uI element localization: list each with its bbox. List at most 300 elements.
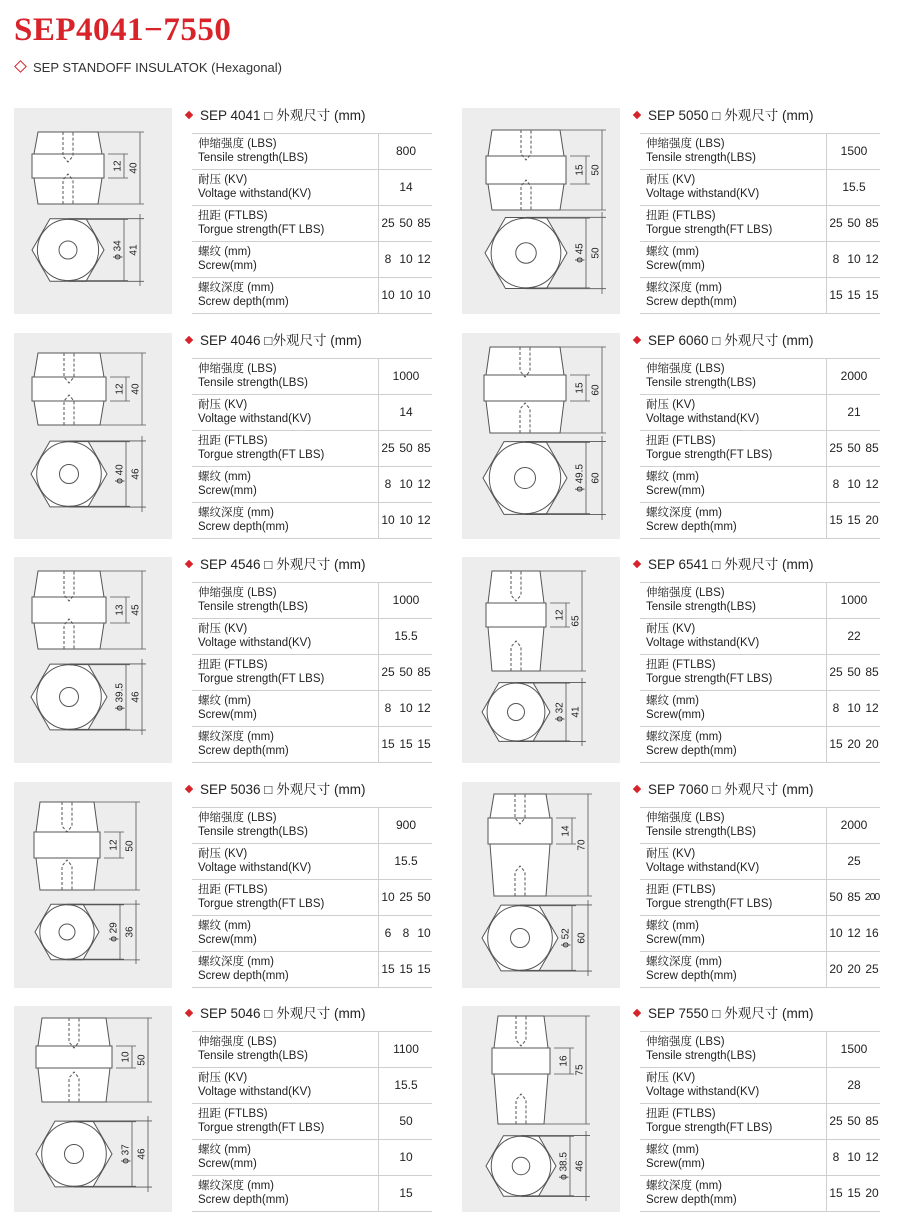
side-view — [32, 353, 106, 425]
spec-label-en: Screw depth(mm) — [646, 745, 737, 757]
spec-value: 14 — [399, 180, 413, 194]
spec-row — [640, 431, 880, 467]
height-dimension: 50 — [124, 840, 136, 852]
spec-label — [198, 730, 289, 758]
spec-value: 20 — [829, 962, 843, 976]
spec-value: 25 — [381, 216, 395, 230]
spec-label-cn: 伸缩强度 (LBS) — [198, 1036, 277, 1048]
spec-label — [646, 586, 756, 614]
spec-label-cn: 螺纹深度 (mm) — [198, 731, 275, 743]
band-dimension: 12 — [112, 160, 124, 172]
side-view — [484, 347, 566, 433]
spec-value: 15.5 — [394, 1078, 418, 1092]
spec-table — [192, 582, 432, 763]
spec-label — [198, 398, 311, 426]
side-view — [34, 802, 100, 890]
spec-row — [640, 655, 880, 691]
spec-label-en: Torgue strength(FT LBS) — [198, 1122, 325, 1134]
spec-label — [646, 847, 759, 875]
height-dimension: 50 — [136, 1054, 148, 1066]
spec-value: 20 — [865, 737, 879, 751]
spec-label-cn: 螺纹 (mm) — [646, 1144, 700, 1156]
spec-value: 1500 — [840, 1042, 868, 1056]
band-dimension: 12 — [554, 609, 566, 621]
spec-label-cn: 耐压 (KV) — [198, 399, 248, 411]
spec-label-cn: 螺纹深度 (mm) — [646, 956, 723, 968]
spec-values — [826, 952, 881, 987]
product-heading-text: SEP 5036 □ 外观尺寸 (mm) — [200, 782, 366, 797]
spec-values — [826, 727, 881, 762]
side-view — [32, 132, 104, 204]
spec-value: 25 — [381, 441, 395, 455]
spec-value: 10 — [399, 477, 413, 491]
spec-values — [826, 395, 881, 430]
spec-label-en: Screw(mm) — [646, 934, 705, 946]
spec-label-cn: 耐压 (KV) — [198, 623, 248, 635]
spec-value: 10 — [847, 1150, 861, 1164]
spec-label — [646, 209, 772, 237]
diameter-dimension: ϕ 38.5 — [558, 1152, 570, 1180]
spec-value: 8 — [832, 701, 840, 715]
side-view — [486, 130, 566, 210]
spec-label-en: Screw depth(mm) — [198, 521, 289, 533]
spec-values — [378, 359, 433, 394]
spec-row — [640, 503, 880, 539]
spec-values — [378, 1104, 433, 1139]
spec-label — [198, 1035, 308, 1063]
spec-value: 12 — [417, 513, 431, 527]
spec-label — [646, 398, 759, 426]
insulator-drawing — [462, 108, 620, 314]
spec-label-en: Torgue strength(FT LBS) — [198, 898, 325, 910]
height-dimension: 40 — [128, 162, 140, 174]
width-dimension: 46 — [136, 1148, 148, 1160]
spec-table — [192, 358, 432, 539]
spec-label-cn: 螺纹 (mm) — [198, 920, 252, 932]
spec-values — [378, 278, 433, 313]
spec-label-en: Tensile strength(LBS) — [646, 377, 756, 389]
top-view — [31, 664, 107, 730]
spec-values — [378, 1068, 433, 1103]
spec-label-en: Voltage withstand(KV) — [198, 188, 312, 200]
top-view — [36, 1121, 112, 1187]
top-view — [485, 218, 567, 289]
spec-values — [378, 242, 433, 277]
spec-values — [378, 655, 433, 690]
spec-label — [646, 470, 705, 498]
spec-value: 1100 — [393, 1042, 419, 1056]
spec-label — [646, 1035, 756, 1063]
spec-value: 25 — [829, 665, 843, 679]
spec-values — [378, 395, 433, 430]
side-view — [32, 571, 106, 649]
product-heading — [184, 333, 362, 349]
spec-value: 10 — [381, 890, 395, 904]
product-figure — [14, 108, 172, 314]
spec-value: 15.5 — [394, 854, 418, 868]
product-card — [14, 1006, 432, 1212]
product-card — [462, 333, 880, 539]
spec-row — [640, 170, 880, 206]
spec-label-cn: 扭距 (FTLBS) — [198, 884, 268, 896]
spec-label-cn: 扭距 (FTLBS) — [646, 1108, 716, 1120]
spec-values — [826, 1140, 881, 1175]
spec-label-cn: 伸缩强度 (LBS) — [198, 138, 277, 150]
spec-value: 2000 — [840, 818, 868, 832]
spec-label-en: Torgue strength(FT LBS) — [646, 224, 773, 236]
spec-row — [192, 278, 432, 314]
spec-label-en: Screw depth(mm) — [198, 296, 289, 308]
spec-table — [192, 133, 432, 314]
product-figure — [462, 108, 620, 314]
spec-row — [192, 133, 432, 170]
spec-label-en: Tensile strength(LBS) — [198, 152, 308, 164]
band-dimension: 12 — [114, 383, 126, 395]
spec-values — [826, 1104, 881, 1139]
spec-value: 15 — [399, 1186, 413, 1200]
spec-label-cn: 伸缩强度 (LBS) — [646, 363, 725, 375]
insulator-drawing — [462, 1006, 620, 1212]
diameter-dimension: ϕ 40 — [114, 464, 126, 484]
spec-value: 12 — [417, 477, 431, 491]
spec-value: 20 — [865, 513, 879, 527]
spec-values — [378, 952, 433, 987]
spec-label-en: Tensile strength(LBS) — [646, 1050, 756, 1062]
spec-value: 50 — [417, 890, 431, 904]
spec-row — [192, 1176, 432, 1212]
spec-value: 25 — [865, 962, 879, 976]
spec-table — [192, 1031, 432, 1212]
spec-label-cn: 扭距 (FTLBS) — [198, 435, 268, 447]
height-dimension: 45 — [130, 604, 142, 616]
spec-value: 15 — [847, 1186, 861, 1200]
spec-value: 15 — [417, 737, 431, 751]
spec-label-cn: 螺纹 (mm) — [646, 471, 700, 483]
spec-values — [378, 467, 433, 502]
spec-label-cn: 螺纹 (mm) — [646, 246, 700, 258]
red-diamond-icon — [185, 336, 193, 344]
width-dimension: 36 — [124, 926, 136, 938]
spec-label-en: Voltage withstand(KV) — [198, 1086, 312, 1098]
spec-value: 12 — [417, 701, 431, 715]
width-dimension: 46 — [130, 691, 142, 703]
spec-value: 800 — [395, 144, 417, 158]
spec-label-cn: 耐压 (KV) — [198, 1072, 248, 1084]
spec-row — [192, 206, 432, 242]
spec-value: 85 — [417, 216, 431, 230]
spec-value: 15 — [399, 962, 413, 976]
spec-row — [640, 619, 880, 655]
product-figure — [14, 782, 172, 988]
top-view — [482, 905, 558, 971]
spec-label-cn: 伸缩强度 (LBS) — [646, 587, 725, 599]
spec-value: 15 — [865, 288, 879, 302]
width-dimension: 41 — [128, 244, 140, 256]
spec-value: 900 — [395, 818, 417, 832]
spec-label — [198, 245, 257, 273]
top-view — [482, 683, 550, 742]
spec-value: 10 — [847, 701, 861, 715]
spec-row — [192, 844, 432, 880]
diameter-dimension: ϕ 37 — [120, 1144, 132, 1164]
spec-label-cn: 扭距 (FTLBS) — [198, 210, 268, 222]
spec-values — [378, 431, 433, 466]
spec-label — [198, 1179, 289, 1207]
insulator-drawing — [14, 782, 172, 988]
band-dimension: 10 — [120, 1051, 132, 1063]
spec-value: 10 — [847, 477, 861, 491]
spec-values — [826, 808, 881, 843]
spec-label-en: Screw(mm) — [198, 934, 257, 946]
spec-row — [192, 952, 432, 988]
product-figure — [14, 333, 172, 539]
red-diamond-icon — [633, 111, 641, 119]
spec-row — [640, 242, 880, 278]
width-dimension: 46 — [574, 1160, 586, 1172]
spec-values — [826, 619, 881, 654]
spec-value: 15 — [829, 737, 843, 751]
spec-label-en: Screw depth(mm) — [646, 970, 737, 982]
diameter-dimension: ϕ 29 — [108, 922, 120, 942]
spec-label — [198, 209, 324, 237]
spec-values — [378, 916, 433, 951]
subtitle-text: SEP STANDOFF INSULATOK (Hexagonal) — [33, 60, 282, 75]
product-figure — [462, 557, 620, 763]
spec-value: 25 — [829, 216, 843, 230]
spec-row — [192, 1068, 432, 1104]
spec-label — [646, 919, 705, 947]
spec-value: 50 — [847, 665, 861, 679]
spec-value: 8 — [402, 926, 410, 940]
spec-row — [640, 916, 880, 952]
spec-label-cn: 扭距 (FTLBS) — [646, 659, 716, 671]
spec-label-cn: 耐压 (KV) — [646, 174, 696, 186]
spec-table — [640, 358, 880, 539]
spec-label-cn: 伸缩强度 (LBS) — [646, 1036, 725, 1048]
product-card — [462, 782, 880, 988]
spec-label-en: Screw depth(mm) — [198, 1194, 289, 1206]
spec-label-en: Torgue strength(FT LBS) — [646, 449, 773, 461]
spec-row — [640, 206, 880, 242]
red-diamond-icon — [185, 785, 193, 793]
spec-label — [646, 1143, 705, 1171]
spec-values — [378, 1176, 433, 1211]
width-dimension: 60 — [576, 932, 588, 944]
spec-row — [192, 619, 432, 655]
spec-label-cn: 扭距 (FTLBS) — [646, 435, 716, 447]
spec-label-en: Tensile strength(LBS) — [198, 377, 308, 389]
red-diamond-icon — [633, 336, 641, 344]
spec-values — [826, 503, 881, 538]
spec-label-en: Voltage withstand(KV) — [646, 188, 760, 200]
spec-row — [192, 395, 432, 431]
spec-value: 8 — [384, 477, 392, 491]
spec-label-en: Screw(mm) — [198, 709, 257, 721]
product-heading-text: SEP 4046 □外观尺寸 (mm) — [200, 333, 362, 348]
spec-label-en: Torgue strength(FT LBS) — [198, 673, 325, 685]
side-view — [492, 1016, 550, 1124]
side-view — [486, 571, 546, 671]
spec-values — [826, 134, 881, 169]
spec-label — [198, 281, 289, 309]
spec-value: 50 — [829, 890, 843, 904]
spec-label-en: Screw(mm) — [646, 709, 705, 721]
red-diamond-icon — [633, 785, 641, 793]
spec-value: 10 — [847, 252, 861, 266]
product-card — [462, 1006, 880, 1212]
product-heading-text: SEP 7060 □ 外观尺寸 (mm) — [648, 782, 814, 797]
spec-value: 28 — [847, 1078, 861, 1092]
product-heading — [632, 782, 813, 798]
product-card — [462, 557, 880, 763]
spec-label-en: Screw depth(mm) — [198, 745, 289, 757]
spec-label-cn: 耐压 (KV) — [646, 848, 696, 860]
spec-value: 85 — [865, 216, 879, 230]
height-dimension: 50 — [590, 164, 602, 176]
spec-value: 15 — [847, 513, 861, 527]
spec-label-cn: 伸缩强度 (LBS) — [198, 587, 277, 599]
product-figure — [14, 557, 172, 763]
spec-label-cn: 螺纹 (mm) — [198, 246, 252, 258]
spec-label-cn: 螺纹深度 (mm) — [198, 507, 275, 519]
spec-label-cn: 螺纹深度 (mm) — [198, 956, 275, 968]
side-view — [36, 1018, 112, 1102]
spec-row — [640, 691, 880, 727]
spec-value: 8 — [384, 701, 392, 715]
spec-value: 1000 — [392, 369, 420, 383]
spec-label-en: Tensile strength(LBS) — [198, 601, 308, 613]
spec-value: 10 — [399, 1150, 413, 1164]
spec-label — [198, 1107, 324, 1135]
spec-label-cn: 螺纹深度 (mm) — [646, 507, 723, 519]
spec-label-cn: 伸缩强度 (LBS) — [646, 812, 725, 824]
spec-value: 25 — [847, 854, 861, 868]
spec-value: 15.5 — [394, 629, 418, 643]
spec-value: 12 — [417, 252, 431, 266]
spec-label — [198, 173, 311, 201]
spec-row — [192, 582, 432, 619]
red-diamond-icon — [185, 560, 193, 568]
spec-value: 50 — [399, 441, 413, 455]
spec-value: 85 — [865, 665, 879, 679]
spec-value: 1000 — [392, 593, 420, 607]
spec-value: 85 — [847, 890, 861, 904]
spec-values — [378, 170, 433, 205]
spec-row — [192, 1031, 432, 1068]
band-dimension: 15 — [574, 382, 586, 394]
spec-row — [192, 691, 432, 727]
spec-row — [192, 880, 432, 916]
product-card — [14, 333, 432, 539]
spec-label-en: Torgue strength(FT LBS) — [646, 898, 773, 910]
spec-label-en: Voltage withstand(KV) — [198, 862, 312, 874]
spec-label — [198, 434, 324, 462]
spec-label-en: Tensile strength(LBS) — [198, 826, 308, 838]
spec-values — [378, 1140, 433, 1175]
spec-label-en: Tensile strength(LBS) — [646, 152, 756, 164]
spec-label — [198, 694, 257, 722]
spec-row — [640, 952, 880, 988]
spec-row — [192, 503, 432, 539]
spec-value: 12 — [865, 1150, 879, 1164]
spec-label — [646, 658, 772, 686]
spec-value: 25 — [381, 665, 395, 679]
product-heading — [632, 557, 813, 573]
spec-values — [826, 278, 881, 313]
spec-label — [198, 362, 308, 390]
spec-row — [640, 807, 880, 844]
band-dimension: 14 — [560, 825, 572, 837]
spec-label — [646, 730, 737, 758]
spec-label-en: Screw(mm) — [198, 1158, 257, 1170]
spec-values — [826, 691, 881, 726]
spec-value: 6 — [384, 926, 392, 940]
spec-value: 16 — [865, 926, 879, 940]
spec-values — [378, 1032, 433, 1067]
spec-label-en: Tensile strength(LBS) — [646, 601, 756, 613]
spec-values — [378, 503, 433, 538]
spec-label — [198, 919, 257, 947]
spec-label — [646, 1071, 759, 1099]
spec-label-cn: 螺纹深度 (mm) — [646, 731, 723, 743]
spec-label-cn: 扭距 (FTLBS) — [198, 1108, 268, 1120]
red-diamond-icon — [633, 560, 641, 568]
band-dimension: 13 — [114, 604, 126, 616]
spec-label-en: Voltage withstand(KV) — [646, 1086, 760, 1098]
spec-value: 10 — [829, 926, 843, 940]
spec-label — [646, 622, 759, 650]
diameter-dimension: ϕ 52 — [560, 928, 572, 948]
spec-values — [826, 844, 881, 879]
spec-value: 15 — [381, 737, 395, 751]
spec-label-cn: 螺纹 (mm) — [646, 695, 700, 707]
spec-values — [378, 619, 433, 654]
spec-value: 25 — [829, 441, 843, 455]
spec-label-cn: 螺纹深度 (mm) — [646, 282, 723, 294]
spec-label — [646, 245, 705, 273]
spec-value: 10 — [399, 252, 413, 266]
spec-value: 15.5 — [842, 180, 866, 194]
spec-value: 15 — [829, 288, 843, 302]
spec-label-en: Screw(mm) — [646, 1158, 705, 1170]
spec-value: 15 — [829, 1186, 843, 1200]
spec-row — [640, 467, 880, 503]
spec-table — [640, 133, 880, 314]
band-dimension: 16 — [558, 1055, 570, 1067]
spec-value: 20 — [847, 962, 861, 976]
product-heading — [632, 1006, 813, 1022]
spec-row — [192, 655, 432, 691]
spec-value: 10 — [381, 513, 395, 527]
product-figure — [462, 782, 620, 988]
spec-label-en: Torgue strength(FT LBS) — [198, 224, 325, 236]
spec-label-cn: 伸缩强度 (LBS) — [198, 363, 277, 375]
spec-row — [640, 358, 880, 395]
spec-label — [646, 281, 737, 309]
top-view — [31, 441, 107, 507]
spec-value: 50 — [399, 665, 413, 679]
spec-label — [198, 622, 311, 650]
spec-label-en: Screw(mm) — [198, 260, 257, 272]
spec-label-en: Screw depth(mm) — [646, 296, 737, 308]
spec-value: 12 — [847, 926, 861, 940]
spec-label-en: Voltage withstand(KV) — [198, 637, 312, 649]
spec-value: 50 — [399, 1114, 413, 1128]
product-card — [14, 108, 432, 314]
spec-table — [640, 1031, 880, 1212]
spec-label — [198, 955, 289, 983]
spec-value: 8 — [384, 252, 392, 266]
